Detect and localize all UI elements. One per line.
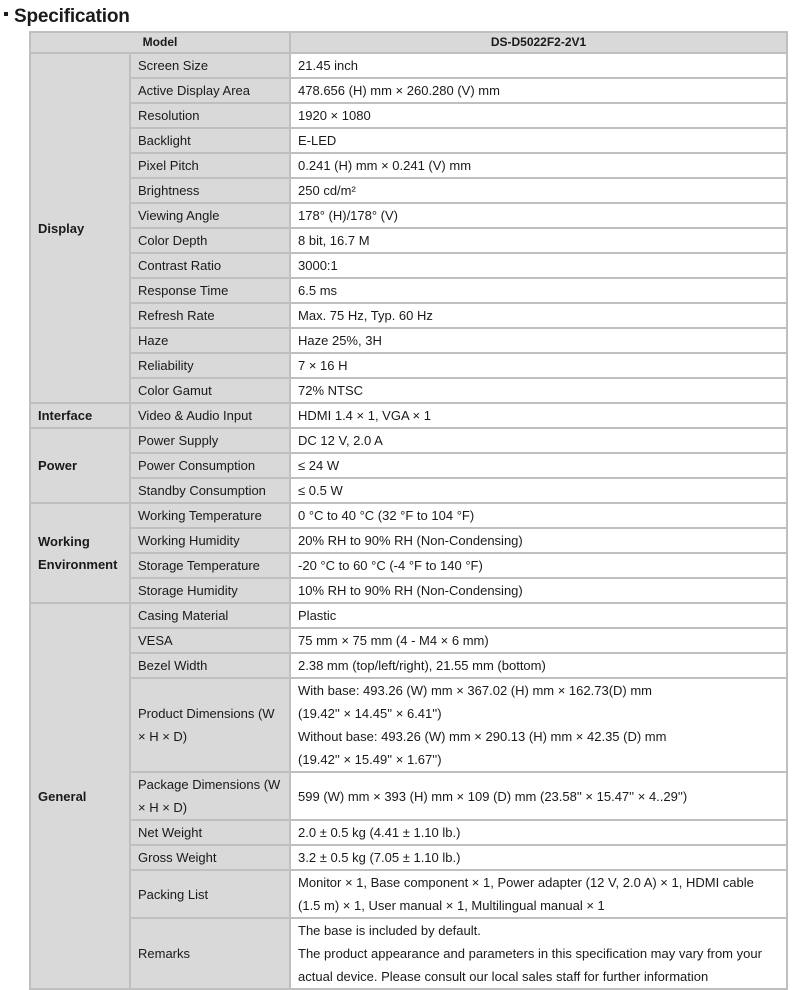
spec-value-line: 478.656 (H) mm × 260.280 (V) mm bbox=[298, 83, 500, 98]
spec-label: Working Humidity bbox=[130, 528, 290, 553]
spec-value-line: 7 × 16 H bbox=[298, 358, 348, 373]
spec-label: Package Dimensions (W × H × D) bbox=[130, 772, 290, 820]
spec-row bbox=[30, 128, 787, 153]
spec-value-line: ≤ 24 W bbox=[298, 458, 340, 473]
table-header-row bbox=[30, 32, 787, 53]
spec-value bbox=[290, 578, 787, 603]
spec-value bbox=[290, 553, 787, 578]
spec-value bbox=[290, 253, 787, 278]
spec-value-line: (19.42'' × 14.45'' × 6.41'') bbox=[298, 706, 442, 721]
spec-category: Display bbox=[30, 53, 130, 403]
spec-label: Storage Temperature bbox=[130, 553, 290, 578]
spec-value bbox=[290, 918, 787, 989]
spec-row bbox=[30, 845, 787, 870]
spec-label: Power Supply bbox=[130, 428, 290, 453]
spec-value bbox=[290, 478, 787, 503]
spec-row bbox=[30, 528, 787, 553]
spec-value-line: The product appearance and parameters in this specification may vary from your actual device. Please consult our local sales staff for further information bbox=[298, 946, 762, 984]
spec-value-line: With base: 493.26 (W) mm × 367.02 (H) mm × 162.73(D) mm bbox=[298, 683, 653, 698]
spec-value bbox=[290, 678, 787, 772]
spec-row bbox=[30, 403, 787, 428]
spec-label: Packing List bbox=[130, 870, 290, 918]
spec-row bbox=[30, 870, 787, 918]
spec-value-line: 0 °C to 40 °C (32 °F to 104 °F) bbox=[298, 508, 475, 523]
spec-value-line: HDMI 1.4 × 1, VGA × 1 bbox=[298, 408, 431, 423]
spec-row bbox=[30, 353, 787, 378]
spec-value-line: Max. 75 Hz, Typ. 60 Hz bbox=[298, 308, 433, 323]
spec-value-line: Haze 25%, 3H bbox=[298, 333, 382, 348]
spec-category: General bbox=[30, 603, 130, 989]
spec-value bbox=[290, 628, 787, 653]
spec-category: Interface bbox=[30, 403, 130, 428]
spec-row bbox=[30, 228, 787, 253]
spec-label: Reliability bbox=[130, 353, 290, 378]
spec-label: Refresh Rate bbox=[130, 303, 290, 328]
spec-label: Viewing Angle bbox=[130, 203, 290, 228]
spec-value bbox=[290, 870, 787, 918]
spec-row bbox=[30, 653, 787, 678]
spec-value-line: 21.45 inch bbox=[298, 58, 359, 73]
spec-value bbox=[290, 303, 787, 328]
spec-label: Video & Audio Input bbox=[130, 403, 290, 428]
spec-label: Screen Size bbox=[130, 53, 290, 78]
spec-row bbox=[30, 678, 787, 772]
spec-value bbox=[290, 428, 787, 453]
spec-value-line: -20 °C to 60 °C (-4 °F to 140 °F) bbox=[298, 558, 483, 573]
spec-value bbox=[290, 103, 787, 128]
spec-label: VESA bbox=[130, 628, 290, 653]
spec-label: Working Temperature bbox=[130, 503, 290, 528]
spec-row bbox=[30, 453, 787, 478]
spec-value bbox=[290, 228, 787, 253]
spec-value-line: 599 (W) mm × 393 (H) mm × 109 (D) mm (23.58'' × 15.47'' × 4..29'') bbox=[298, 788, 688, 804]
spec-label: Resolution bbox=[130, 103, 290, 128]
spec-label: Bezel Width bbox=[130, 653, 290, 678]
section-title-text: Specification bbox=[14, 6, 130, 27]
spec-value-line: 178° (H)/178° (V) bbox=[298, 208, 399, 223]
spec-row bbox=[30, 203, 787, 228]
spec-row bbox=[30, 503, 787, 528]
spec-row bbox=[30, 478, 787, 503]
spec-row bbox=[30, 153, 787, 178]
spec-value bbox=[290, 328, 787, 353]
spec-category: Power bbox=[30, 428, 130, 503]
model-label: Model bbox=[30, 32, 290, 53]
spec-row bbox=[30, 53, 787, 78]
spec-value bbox=[290, 128, 787, 153]
spec-value-line: Without base: 493.26 (W) mm × 290.13 (H) mm × 42.35 (D) mm bbox=[298, 729, 667, 744]
spec-value-line: ≤ 0.5 W bbox=[298, 483, 343, 498]
spec-row bbox=[30, 178, 787, 203]
spec-label: Product Dimensions (W × H × D) bbox=[130, 678, 290, 772]
spec-value bbox=[290, 820, 787, 845]
spec-value bbox=[290, 528, 787, 553]
spec-row bbox=[30, 328, 787, 353]
bullet-icon bbox=[4, 12, 8, 16]
spec-value bbox=[290, 153, 787, 178]
spec-row bbox=[30, 772, 787, 820]
spec-category: Working Environment bbox=[30, 503, 130, 603]
spec-value-line: 250 cd/m² bbox=[298, 183, 356, 198]
spec-label: Power Consumption bbox=[130, 453, 290, 478]
spec-value bbox=[290, 78, 787, 103]
spec-value bbox=[290, 503, 787, 528]
spec-value-line: 10% RH to 90% RH (Non-Condensing) bbox=[298, 583, 523, 598]
spec-value bbox=[290, 278, 787, 303]
spec-value bbox=[290, 178, 787, 203]
spec-value bbox=[290, 203, 787, 228]
spec-value bbox=[290, 453, 787, 478]
section-title bbox=[4, 6, 130, 28]
spec-value-line: 20% RH to 90% RH (Non-Condensing) bbox=[298, 533, 523, 548]
spec-value-line: 1920 × 1080 bbox=[298, 108, 371, 123]
spec-value-line: The base is included by default. bbox=[298, 923, 481, 938]
spec-value-line: 3.2 ± 0.5 kg (7.05 ± 1.10 lb.) bbox=[298, 850, 461, 865]
spec-label: Backlight bbox=[130, 128, 290, 153]
spec-value bbox=[290, 353, 787, 378]
spec-label: Contrast Ratio bbox=[130, 253, 290, 278]
spec-value bbox=[290, 378, 787, 403]
spec-value bbox=[290, 845, 787, 870]
spec-label: Color Gamut bbox=[130, 378, 290, 403]
spec-label: Pixel Pitch bbox=[130, 153, 290, 178]
spec-value-line: 3000:1 bbox=[298, 258, 338, 273]
spec-value-line: 8 bit, 16.7 M bbox=[298, 233, 370, 248]
spec-value-line: 72% NTSC bbox=[298, 383, 364, 398]
spec-row bbox=[30, 578, 787, 603]
spec-row bbox=[30, 628, 787, 653]
spec-value-line: E-LED bbox=[298, 133, 337, 148]
spec-value bbox=[290, 772, 787, 820]
spec-row bbox=[30, 303, 787, 328]
spec-row bbox=[30, 278, 787, 303]
spec-value bbox=[290, 653, 787, 678]
spec-row bbox=[30, 103, 787, 128]
spec-row bbox=[30, 553, 787, 578]
spec-row bbox=[30, 820, 787, 845]
spec-value-line: Plastic bbox=[298, 608, 337, 623]
spec-row bbox=[30, 428, 787, 453]
spec-label: Gross Weight bbox=[130, 845, 290, 870]
spec-value-line: Monitor × 1, Base component × 1, Power adapter (12 V, 2.0 A) × 1, HDMI cable (1.5 m) × 1, User manual × 1, Multilingual manual × 1 bbox=[298, 875, 754, 913]
spec-value-line: DC 12 V, 2.0 A bbox=[298, 433, 383, 448]
spec-row bbox=[30, 378, 787, 403]
spec-label: Net Weight bbox=[130, 820, 290, 845]
spec-label: Active Display Area bbox=[130, 78, 290, 103]
spec-value bbox=[290, 403, 787, 428]
spec-value-line: 2.0 ± 0.5 kg (4.41 ± 1.10 lb.) bbox=[298, 825, 461, 840]
spec-label: Color Depth bbox=[130, 228, 290, 253]
spec-value-line: 6.5 ms bbox=[298, 283, 338, 298]
spec-label: Response Time bbox=[130, 278, 290, 303]
spec-label: Remarks bbox=[130, 918, 290, 989]
model-value: DS-D5022F2-2V1 bbox=[290, 32, 787, 53]
spec-value-line: 2.38 mm (top/left/right), 21.55 mm (bottom) bbox=[298, 658, 546, 673]
spec-value-line: 0.241 (H) mm × 0.241 (V) mm bbox=[298, 158, 472, 173]
spec-value bbox=[290, 603, 787, 628]
spec-label: Brightness bbox=[130, 178, 290, 203]
spec-row bbox=[30, 253, 787, 278]
spec-label: Storage Humidity bbox=[130, 578, 290, 603]
spec-label: Casing Material bbox=[130, 603, 290, 628]
spec-label: Standby Consumption bbox=[130, 478, 290, 503]
spec-label: Haze bbox=[130, 328, 290, 353]
spec-value-line: 75 mm × 75 mm (4 - M4 × 6 mm) bbox=[298, 633, 489, 648]
spec-row bbox=[30, 78, 787, 103]
spec-value-line: (19.42'' × 15.49'' × 1.67'') bbox=[298, 752, 442, 767]
specification-table bbox=[29, 31, 788, 990]
spec-value bbox=[290, 53, 787, 78]
spec-row bbox=[30, 918, 787, 989]
spec-row bbox=[30, 603, 787, 628]
